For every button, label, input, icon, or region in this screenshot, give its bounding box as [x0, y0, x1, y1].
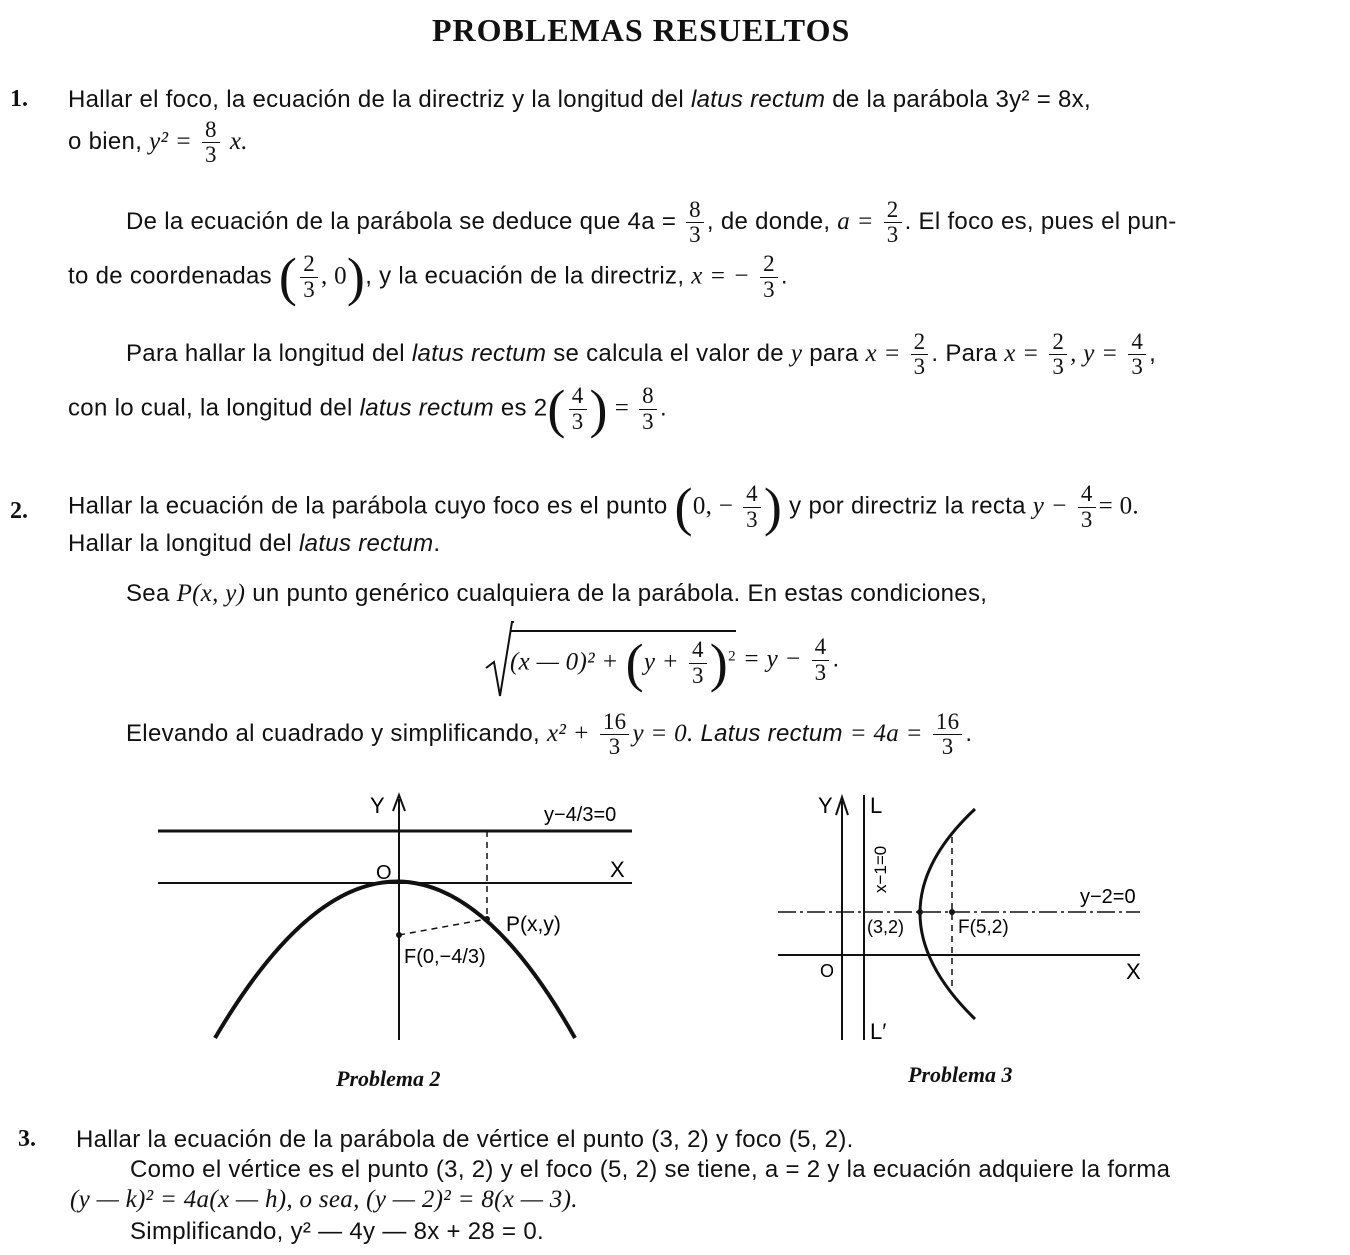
numerator: 16 — [600, 710, 630, 735]
fraction-2-3 — [760, 252, 778, 301]
y-axis-label: Y — [818, 793, 833, 818]
p1-comma: , — [1149, 339, 1157, 367]
p1-dot: . — [780, 262, 788, 290]
fraction-4-3 — [569, 384, 587, 433]
p3-solution-line-2: (y — k)² = 4a(x — h), o sea, (y — 2)² = 8(x — 3). — [70, 1186, 578, 1213]
p2-solution-line-2 — [126, 710, 972, 759]
fraction-8-3 — [686, 198, 704, 247]
p2-dot: . — [832, 645, 840, 673]
problem-1-alt-equation — [68, 118, 248, 167]
p2-pt: 0, − — [692, 492, 734, 520]
p1-y-eq: , y = — [1070, 339, 1119, 367]
focus-point — [396, 932, 402, 938]
denominator: 3 — [886, 222, 899, 248]
problem-2-number: 2. — [10, 498, 28, 524]
p2-statement-b: y por directriz la recta — [789, 492, 1026, 520]
axis-line-label: y−2=0 — [1080, 886, 1136, 908]
p1-statement-a: Hallar el foco, la ecuación de la directriz y la longitud del — [68, 86, 684, 113]
p1-latus: latus rectum — [359, 394, 494, 422]
denominator: 3 — [691, 662, 704, 688]
numerator: 2 — [884, 198, 902, 223]
directrix-label: x−1=0 — [871, 845, 890, 893]
focus-label: F(5,2) — [958, 917, 1009, 938]
numerator: 4 — [569, 384, 587, 409]
fraction-2-3 — [300, 252, 318, 301]
origin-label: O — [820, 961, 835, 981]
directrix-label: y−4/3=0 — [544, 804, 617, 826]
problem-2-statement: Hallar la ecuación de la parábola cuyo foco es el punto (0, − $\frac{4}{3}$ ) y por directriz la recta y − $\frac{4}{3}$ = 0. — [68, 477, 1139, 537]
denominator: 3 — [303, 276, 315, 302]
numerator: 4 — [1128, 330, 1146, 355]
p1-s1b: , de donde, — [706, 207, 831, 235]
p1-obien: o bien, — [68, 127, 143, 155]
x-axis-label: X — [610, 857, 625, 882]
p1-s2a: to de coordenadas — [68, 262, 272, 290]
x-axis-label: X — [1126, 959, 1141, 984]
numerator: 8 — [686, 198, 704, 223]
numerator: 2 — [760, 252, 778, 277]
figure-problem-3 — [770, 785, 1160, 1055]
denominator: 3 — [608, 734, 621, 760]
p1-y: y — [790, 339, 803, 367]
denominator: 3 — [913, 354, 926, 380]
numerator: 16 — [933, 710, 963, 735]
p2-root-equation: (x — 0)² + (y + $\frac{4}{3}$ )$^2$ = y − $\frac{4}{3}$ . — [484, 620, 839, 700]
p1-dot: . — [659, 394, 667, 422]
p3-solution-line-3: Simplificando, y² — 4y — 8x + 28 = 0. — [130, 1218, 544, 1245]
fraction-4-3 — [1078, 482, 1096, 531]
p2-rhs: = y − — [742, 645, 802, 673]
fraction-2-3 — [911, 330, 929, 379]
p2-eq4a: = 4a = — [849, 719, 923, 747]
p1-latus: latus rectum — [690, 86, 826, 113]
problem-1-statement — [68, 86, 1091, 114]
fraction-16-3 — [933, 710, 963, 759]
p2-x2: x² + — [546, 719, 590, 747]
p1-s2b: , y la ecuación de la directriz, — [365, 262, 685, 290]
numerator: 8 — [639, 384, 657, 409]
p1-statement-b: de la parábola 3y² = 8x, — [832, 86, 1091, 113]
numerator: 2 — [911, 330, 929, 355]
point-P — [484, 916, 490, 922]
p2-s1a: Sea — [126, 580, 170, 607]
p1-s4a: con lo cual, la longitud del — [68, 394, 353, 422]
numerator: 4 — [689, 638, 707, 663]
p1-x: x. — [229, 127, 248, 155]
numerator: 4 — [743, 482, 761, 507]
numerator: 2 — [1049, 330, 1067, 355]
problem-3-number: 3. — [18, 1126, 36, 1152]
problem-3-statement: Hallar la ecuación de la parábola de vértice el punto (3, 2) y foco (5, 2). — [76, 1126, 854, 1153]
p1-x-eq: x = − — [691, 262, 751, 290]
fraction-4-3 — [1128, 330, 1146, 379]
p1-s1a: De la ecuación de la parábola se deduce que 4a = — [126, 207, 677, 235]
parabola-curve — [215, 882, 575, 1039]
vertex-point — [917, 909, 923, 915]
focus-point — [949, 909, 955, 915]
p1-x-eq2b: x = — [1004, 339, 1040, 367]
denominator: 3 — [1080, 506, 1093, 532]
fraction-2-3 — [884, 198, 902, 247]
denominator: 3 — [642, 408, 654, 434]
L-prime-label: L′ — [870, 1019, 887, 1044]
parabola-curve — [920, 809, 975, 1019]
point-P-label: P(x,y) — [506, 913, 561, 936]
p2-lr: Latus rectum — [700, 719, 843, 747]
p1-y2eq: y² = — [149, 127, 193, 155]
p2-dot2: . — [965, 719, 973, 747]
p2-statement-a: Hallar la ecuación de la parábola cuyo foco es el punto — [68, 492, 668, 520]
p1-solution-line-3 — [126, 330, 1156, 379]
p2-s2a: Elevando al cuadrado y simplificando, — [126, 719, 541, 747]
p1-s3a: Para hallar la longitud del — [126, 339, 405, 367]
fraction-4-3 — [812, 635, 830, 684]
p1-s3b: se calcula el valor de — [553, 339, 784, 367]
p2-statement-c: Hallar la longitud del — [68, 530, 293, 557]
numerator: 4 — [812, 635, 830, 660]
denominator: 3 — [941, 734, 954, 760]
p2-latus: latus rectum — [299, 530, 434, 557]
page-title: PROBLEMAS RESUELTOS — [432, 12, 851, 48]
y-axis-label: Y — [370, 793, 385, 818]
p2-sq: 2 — [728, 648, 736, 665]
denominator: 3 — [571, 408, 584, 434]
p1-solution-line-2: to de coordenadas ( $\frac{2}{3}$ , 0), y la ecuación de la directriz, x = − $\frac{2}{3}$ . — [68, 247, 788, 307]
p1-s2zero: , 0 — [321, 262, 347, 290]
p2-eq0: = 0. — [1098, 492, 1139, 520]
denominator: 3 — [814, 659, 827, 685]
problem-2-statement-2 — [68, 530, 440, 558]
fraction-4-3 — [743, 482, 761, 531]
p2-y-eq0: y = 0. — [632, 719, 694, 747]
p2-solution-line-1 — [126, 580, 987, 608]
p1-solution-line-4: con lo cual, la longitud del latus rectum es 2( $\frac{4}{3}$ ) = $\frac{8}{3}$ . — [68, 379, 667, 439]
p2-ym: y − — [1032, 492, 1068, 520]
p1-x-eq2: x = — [865, 339, 901, 367]
focus-label: F(0,−4/3) — [404, 946, 486, 968]
p1-eq: = — [614, 394, 630, 422]
numerator: 8 — [202, 118, 220, 143]
fraction-8-3 — [639, 384, 657, 433]
p1-solution-line-1 — [126, 198, 1177, 247]
fraction-2-3 — [1049, 330, 1067, 379]
origin-label: O — [376, 862, 392, 884]
p1-s4b: es 2 — [500, 394, 548, 422]
numerator: 2 — [300, 252, 318, 277]
p1-para: . Para — [931, 339, 998, 367]
fraction-8-3 — [202, 118, 220, 167]
L-label: L — [870, 793, 883, 818]
denominator: 3 — [689, 222, 701, 248]
problem-1-number: 1. — [10, 86, 28, 112]
dashed-focal-distance — [399, 919, 487, 935]
denominator: 3 — [205, 142, 217, 168]
p2-dot: . — [433, 530, 441, 557]
p1-a-eq: a = — [837, 207, 874, 235]
p3-solution-line-1: Como el vértice es el punto (3, 2) y el foco (5, 2) se tiene, a = 2 y la ecuación adquiere la forma — [130, 1156, 1171, 1183]
fraction-4-3 — [689, 638, 707, 687]
p1-latus: latus rectum — [411, 339, 547, 367]
p1-s3c: para — [809, 339, 859, 367]
fraction-16-3 — [600, 710, 630, 759]
p2-P: P(x, y) — [176, 580, 246, 607]
figure-2-caption: Problema 2 — [336, 1066, 441, 1091]
denominator: 3 — [763, 276, 775, 302]
figure-3-caption: Problema 3 — [908, 1062, 1013, 1087]
p1-s1c: . El foco es, pues el pun- — [904, 207, 1177, 235]
vertex-label: (3,2) — [867, 917, 905, 937]
denominator: 3 — [1131, 354, 1144, 380]
p2-root-b: y + — [643, 648, 679, 676]
p2-s1b: un punto genérico cualquiera de la parábola. En estas condiciones, — [252, 580, 988, 607]
p2-root-a: (x — 0)² + — [510, 648, 619, 676]
denominator: 3 — [1052, 354, 1065, 380]
denominator: 3 — [746, 506, 758, 532]
numerator: 4 — [1078, 482, 1096, 507]
figure-problem-2 — [150, 785, 650, 1055]
